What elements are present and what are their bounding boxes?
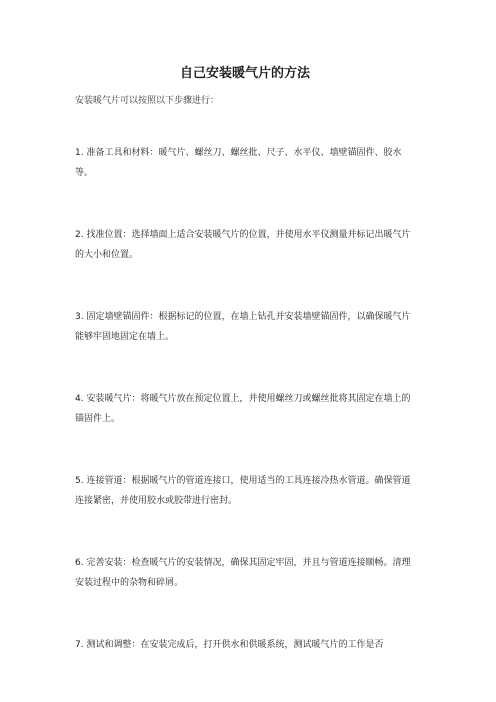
step-3: 3. 固定墙壁锚固件：根据标记的位置，在墙上钻孔并安装墙壁锚固件，以确保暖气片能够牢固地固定在墙上。 — [75, 312, 411, 342]
step-7: 7. 测试和调整：在安装完成后，打开供水和供暖系统，测试暖气片的工作是否 — [75, 640, 384, 650]
document-title: 自己安装暖气片的方法 — [179, 66, 310, 81]
step-2: 2. 找准位置：选择墙面上适合安装暖气片的位置，并使用水平仪测量并标记出暖气片的大小和位置。 — [75, 230, 411, 260]
step-4: 4. 安装暖气片：将暖气片放在预定位置上，并使用螺丝刀或螺丝批将其固定在墙上的锚固件上。 — [75, 394, 411, 424]
step-1: 1. 准备工具和材料：暖气片、螺丝刀、螺丝批、尺子、水平仪、墙壁锚固件、胶水等。 — [75, 148, 402, 178]
step-5: 5. 连接管道：根据暖气片的管道连接口，使用适当的工具连接冷热水管道。确保管道连接紧密，并使用胶水或胶带进行密封。 — [75, 476, 411, 506]
step-6: 6. 完善安装：检查暖气片的安装情况，确保其固定牢固，并且与管道连接顺畅。清理安装过程中的杂物和碎屑。 — [75, 558, 411, 588]
steps-list — [75, 143, 415, 655]
intro-text: 安装暖气片可以按照以下步骤进行： — [75, 96, 220, 106]
